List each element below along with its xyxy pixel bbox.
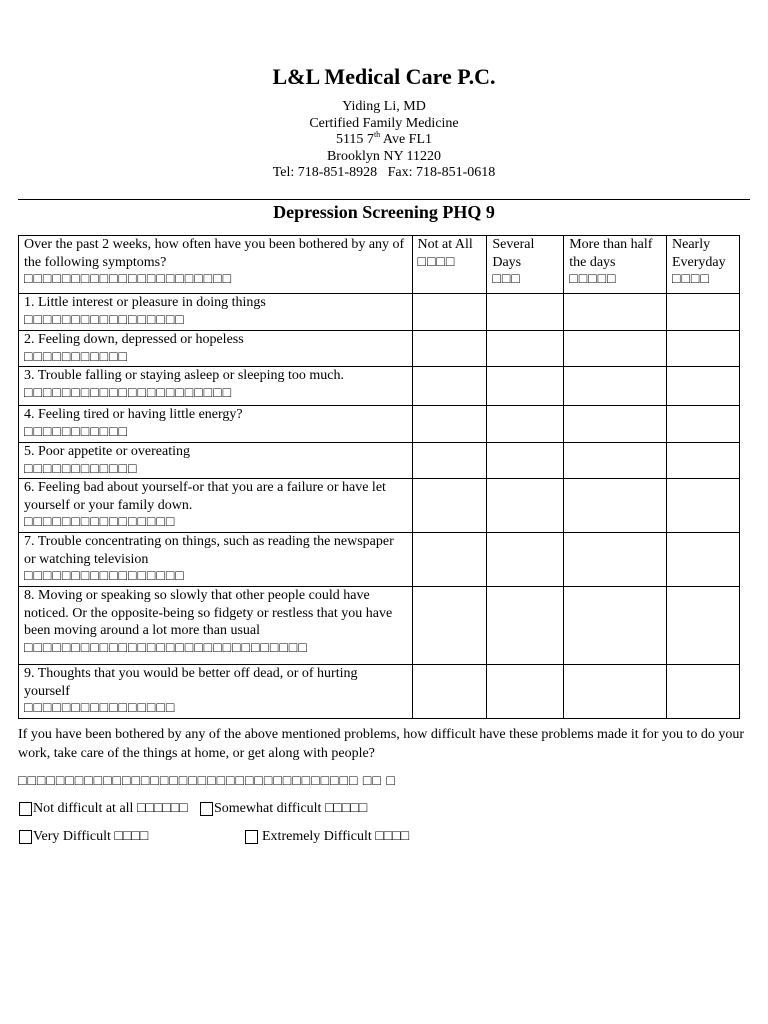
phone-fax: Tel: 718-851-8928 Fax: 718-851-0618 <box>272 165 496 180</box>
answer-cell[interactable] <box>564 665 667 719</box>
checkbox[interactable] <box>200 802 213 816</box>
difficulty-question: If you have been bothered by any of the above mentioned problems, how difficult have these problems made it for you to do your work, take care of the things at home, or get along with people? <box>18 727 744 761</box>
answer-cell[interactable] <box>564 479 667 533</box>
answer-cell[interactable] <box>412 533 487 587</box>
intro-cell: Over the past 2 weeks, how often have you been bothered by any of the following symptoms? □□□□□□□□□□□□□□□□□□□□□□ <box>19 236 413 294</box>
checkbox[interactable] <box>245 830 258 844</box>
answer-cell[interactable] <box>667 479 740 533</box>
answer-cell[interactable] <box>412 443 487 479</box>
column-header-not-at-all: Not at All □□□□ <box>412 236 487 294</box>
answer-cell[interactable] <box>412 406 487 443</box>
option-extremely-difficult[interactable]: Extremely Difficult □□□□ <box>245 829 409 845</box>
answer-cell[interactable] <box>412 665 487 719</box>
answer-cell[interactable] <box>667 331 740 367</box>
answer-cell[interactable] <box>564 367 667 406</box>
answer-cell[interactable] <box>412 587 487 665</box>
option-very-difficult[interactable]: Very Difficult □□□□ <box>19 829 148 845</box>
symptom-cell: 4. Feeling tired or having little energy? □□□□□□□□□□□ <box>19 406 413 443</box>
table-row <box>19 479 740 533</box>
form-title: Depression Screening PHQ 9 <box>273 202 495 222</box>
symptom-cell: 3. Trouble falling or staying asleep or sleeping too much. □□□□□□□□□□□□□□□□□□□□□□ <box>19 367 413 406</box>
symptom-cell: 8. Moving or speaking so slowly that other people could have noticed. Or the opposite-being so fidgety or restless that you have been moving around a lot more than usual □□□□□□□□□□□□□□□□□□□□□□□□□□□□□□ <box>19 587 413 665</box>
street-address: 5115 7th Ave FL1 <box>335 130 433 147</box>
answer-cell[interactable] <box>487 294 564 331</box>
symptom-cell: 2. Feeling down, depressed or hopeless □□□□□□□□□□□ <box>19 331 413 367</box>
doctor-name: Yiding Li, MD <box>342 99 426 114</box>
specialty: Certified Family Medicine <box>309 115 459 131</box>
answer-cell[interactable] <box>487 479 564 533</box>
symptom-cell: 7. Trouble concentrating on things, such as reading the newspaper or watching television □□□□□□□□□□□□□□□□□ <box>19 533 413 587</box>
table-row <box>19 294 740 331</box>
answer-cell[interactable] <box>412 479 487 533</box>
answer-cell[interactable] <box>487 587 564 665</box>
symptom-cell: 1. Little interest or pleasure in doing things □□□□□□□□□□□□□□□□□ <box>19 294 413 331</box>
table-row <box>19 665 740 719</box>
answer-cell[interactable] <box>667 406 740 443</box>
column-header-nearly-everyday: Nearly Everyday □□□□ <box>667 236 740 294</box>
city-state-zip: Brooklyn NY 11220 <box>326 148 442 164</box>
answer-cell[interactable] <box>564 294 667 331</box>
answer-cell[interactable] <box>412 294 487 331</box>
answer-cell[interactable] <box>487 367 564 406</box>
table-header-row <box>19 236 740 294</box>
answer-cell[interactable] <box>412 367 487 406</box>
answer-cell[interactable] <box>564 406 667 443</box>
phq9-table <box>18 235 740 719</box>
option-somewhat-difficult[interactable]: Somewhat difficult □□□□□ <box>200 801 367 817</box>
answer-cell[interactable] <box>564 331 667 367</box>
symptom-cell: 6. Feeling bad about yourself-or that you are a failure or have let yourself or your family down. □□□□□□□□□□□□□□□□ <box>19 479 413 533</box>
answer-cell[interactable] <box>667 294 740 331</box>
table-row <box>19 587 740 665</box>
clinic-contact-block <box>0 99 768 182</box>
answer-cell[interactable] <box>667 587 740 665</box>
table-row <box>19 533 740 587</box>
checkbox[interactable] <box>19 802 32 816</box>
answer-cell[interactable] <box>667 443 740 479</box>
table-row <box>19 331 740 367</box>
column-header-several-days: Several Days □□□ <box>487 236 564 294</box>
table-row <box>19 406 740 443</box>
answer-cell[interactable] <box>412 331 487 367</box>
clinic-name: L&L Medical Care P.C. <box>272 64 496 89</box>
answer-cell[interactable] <box>487 443 564 479</box>
answer-cell[interactable] <box>667 533 740 587</box>
header-divider <box>18 199 750 200</box>
answer-cell[interactable] <box>564 443 667 479</box>
symptom-cell: 5. Poor appetite or overeating □□□□□□□□□□□□ <box>19 443 413 479</box>
option-not-difficult[interactable]: Not difficult at all □□□□□□ <box>19 801 188 817</box>
column-header-more-than-half: More than half the days □□□□□ <box>564 236 667 294</box>
table-row <box>19 367 740 406</box>
table-row <box>19 443 740 479</box>
answer-cell[interactable] <box>487 665 564 719</box>
checkbox[interactable] <box>19 830 32 844</box>
answer-cell[interactable] <box>487 331 564 367</box>
answer-cell[interactable] <box>667 665 740 719</box>
answer-cell[interactable] <box>564 533 667 587</box>
answer-cell[interactable] <box>667 367 740 406</box>
symptom-cell: 9. Thoughts that you would be better off dead, or of hurting yourself □□□□□□□□□□□□□□□□ <box>19 665 413 719</box>
difficulty-question-cjk: □□□□□□□□□□□□□□□□□□□□□□□□□□□□□□□□□□□□ □□ □ <box>18 774 396 789</box>
answer-cell[interactable] <box>487 406 564 443</box>
answer-cell[interactable] <box>564 587 667 665</box>
answer-cell[interactable] <box>487 533 564 587</box>
